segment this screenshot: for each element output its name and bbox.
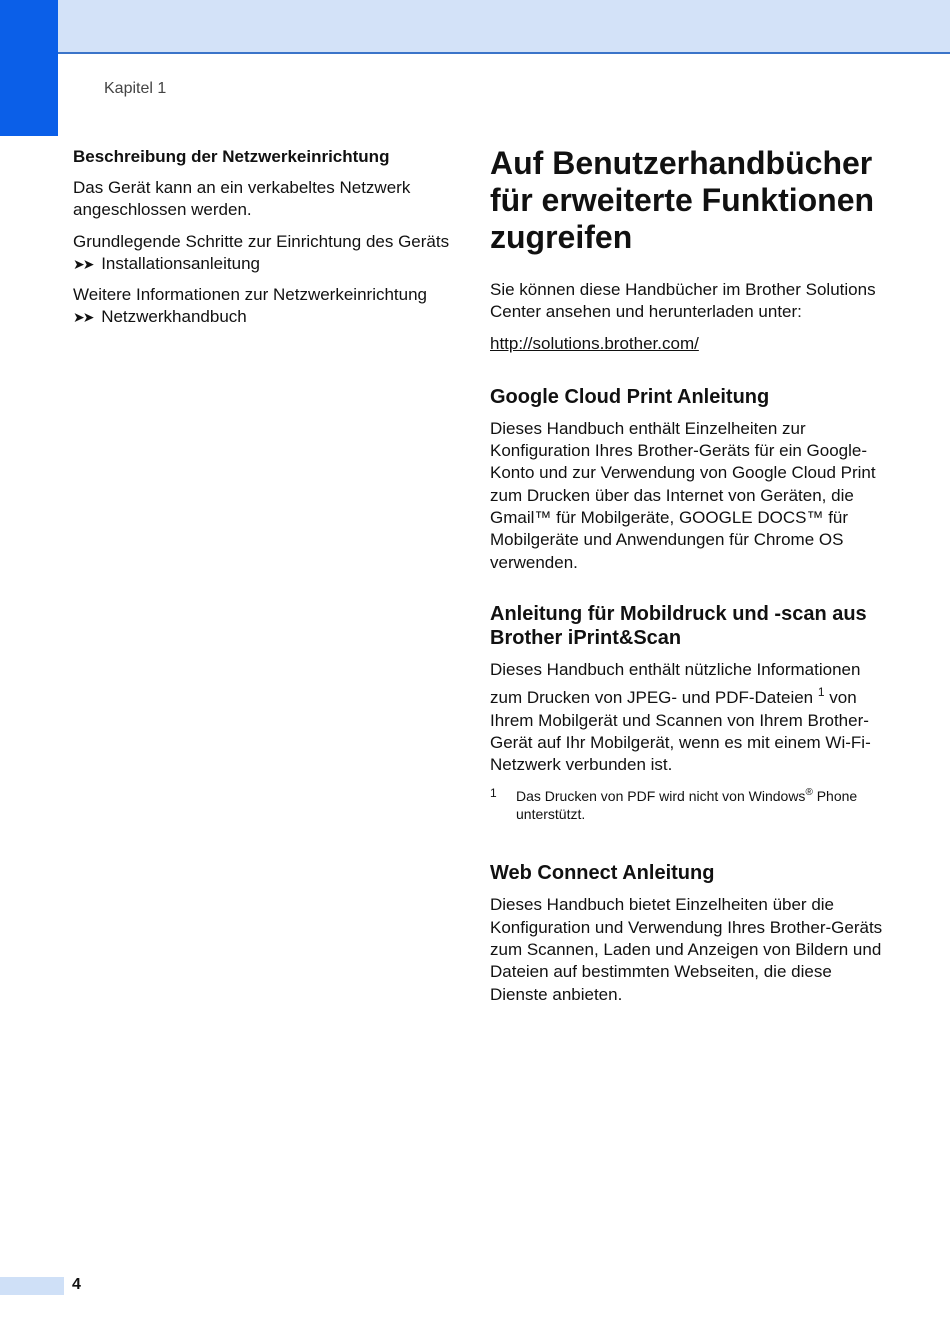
double-arrow-icon: ➤➤: [73, 255, 93, 272]
mobile-print-scan-heading: Anleitung für Mobildruck und -scan aus Brother iPrint&Scan: [490, 602, 867, 649]
footnote-number: 1: [490, 786, 497, 801]
page-number: 4: [72, 1276, 81, 1293]
footnote-reference: 1: [817, 685, 825, 700]
basic-steps-text: Grundlegende Schritte zur Einrichtung des Geräts: [73, 231, 450, 251]
footnote-text: [490, 784, 890, 823]
footnote-text-part-1: Das Drucken von PDF wird nicht von Windows: [516, 788, 806, 805]
installation-guide-ref: Installationsanleitung: [101, 253, 260, 273]
web-connect-body: Dieses Handbuch bietet Einzelheiten über die Konfiguration und Verwendung Ihres Brother-Geräts zum Scannen, Laden und Anzeigen von Bildern und Dateien auf bestimmten Webseiten, die diese Dienste anbieten.: [490, 895, 883, 1004]
basic-steps-paragraph: [73, 231, 453, 276]
mobile-body-part-2: von Ihrem Mobilgerät und Scannen von Ihrem Brother-Gerät auf Ihr Mobilgerät, wenn es mit einem Wi-Fi-Netzwerk verbunden ist.: [490, 688, 871, 775]
header-band: [0, 0, 950, 54]
left-column: [73, 146, 453, 338]
registered-mark: ®: [805, 787, 813, 799]
network-guide-ref: Netzwerkhandbuch: [101, 307, 247, 327]
mobile-print-scan-body: [490, 659, 890, 776]
chapter-tab-marker: [0, 0, 58, 136]
more-info-paragraph: [73, 284, 453, 329]
web-connect-heading: Web Connect Anleitung: [490, 862, 715, 885]
right-column: [490, 145, 890, 1015]
footer-band: [0, 1277, 64, 1295]
section-title: Auf Benutzerhandbücher für erweiterte Funktionen zugreifen: [490, 145, 875, 255]
google-cloud-print-heading: Google Cloud Print Anleitung: [490, 385, 770, 408]
footnote: [490, 784, 890, 823]
more-info-text: Weitere Informationen zur Netzwerkeinrichtung: [73, 285, 428, 305]
network-setup-heading: Beschreibung der Netzwerkeinrichtung: [73, 147, 390, 166]
network-setup-paragraph: Das Gerät kann an ein verkabeltes Netzwerk angeschlossen werden.: [73, 178, 411, 220]
intro-paragraph: Sie können diese Handbücher im Brother Solutions Center ansehen und herunterladen unter:: [490, 280, 876, 322]
double-arrow-icon: ➤➤: [73, 309, 93, 326]
mobile-body-part-1: Dieses Handbuch enthält nützliche Informationen zum Drucken von JPEG- und PDF-Dateien: [490, 659, 861, 708]
chapter-label: Kapitel 1: [104, 80, 167, 97]
solutions-center-link[interactable]: http://solutions.brother.com/: [490, 333, 699, 353]
google-cloud-print-body: Dieses Handbuch enthält Einzelheiten zur Konfiguration Ihres Brother-Geräts für ein Google-Konto und zur Verwendung von Google Cloud Print zum Drucken über das Internet von Geräten, die Gmail™ für Mobilgeräte, GOOGLE DOCS™ für Mobilgeräte und Anwendungen für Chrome OS verwenden.: [490, 418, 876, 572]
footnote-text-part-2: Phone unterstützt.: [516, 788, 858, 823]
